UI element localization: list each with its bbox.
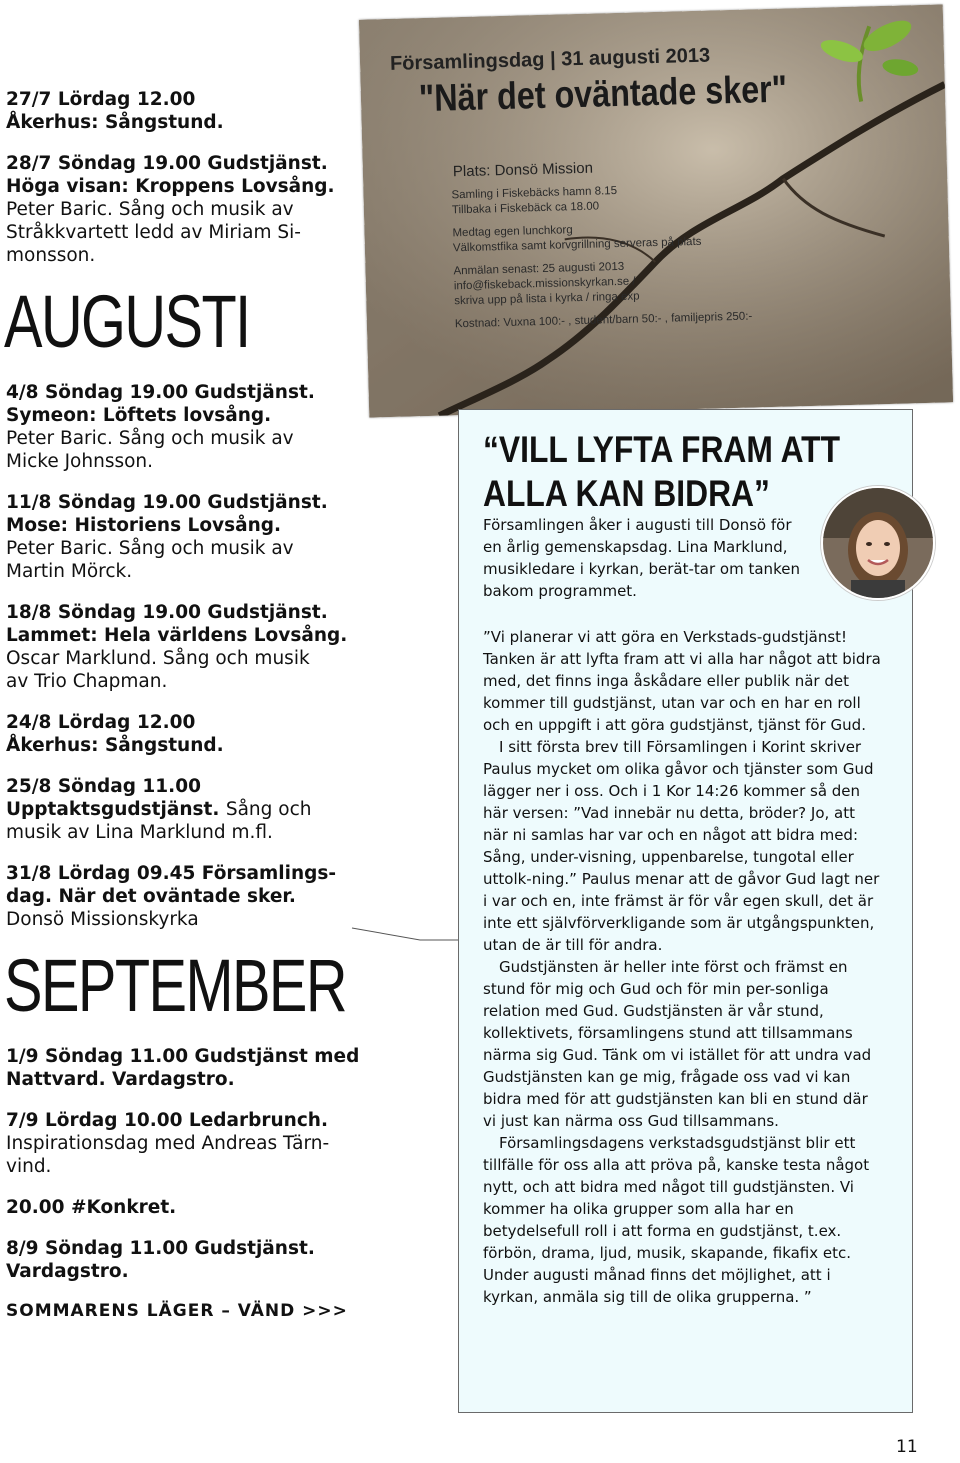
event-title: Höga visan: Kroppens Lovsång.: [6, 176, 335, 197]
event-item: [6, 88, 361, 134]
event-item: [6, 1045, 361, 1091]
summer-camp-link[interactable]: SOMMARENS LÄGER – VÄND >>>: [6, 1301, 348, 1321]
portrait-icon: [823, 488, 933, 598]
interview-headline: [483, 428, 844, 516]
poster-detail-line: skriva upp på lista i kyrka / ringa exp: [454, 290, 640, 308]
interview-paragraph: I sitt första brev till Församlingen i Korint skriver Paulus mycket om olika gåvor och tjänster som Gud lägger ner i oss. Och i 1 Kor 14:26 kommer så den här versen: ”Vad innebär nu detta, bröder? Jo, att när ni samlas har var och en något att bidra med: Sång, under-visning, uppenbarelse, tungotal eller uttolk-ning.” Paulus menar att de gåvor Gud lagt ner i var och en, inte främst är för vår egen skull, det är inte ett självförverkligande som är utgångspunkten, utan de är till för andra.: [483, 738, 880, 954]
september-events: [6, 1045, 361, 1283]
august-events: [6, 381, 361, 931]
event-title: 11/8 Söndag 19.00 Gudstjänst.: [6, 492, 328, 513]
event-title: 7/9 Lördag 10.00 Ledarbrunch.: [6, 1110, 328, 1131]
event-description: Donsö Missionskyrka: [6, 909, 199, 930]
event-description: Stråkkvartett ledd av Miriam Si-: [6, 222, 301, 243]
event-description: av Trio Chapman.: [6, 671, 168, 692]
event-title: 1/9 Söndag 11.00 Gudstjänst med: [6, 1046, 360, 1067]
interview-intro: Församlingen åker i augusti till Donsö för en årlig gemenskapsdag. Lina Marklund, musikledare i kyrkan, berät-tar om tanken bakom programmet.: [483, 516, 800, 600]
month-heading-september: SEPTEMBER: [4, 944, 346, 1027]
event-title: Åkerhus: Sångstund.: [6, 112, 224, 133]
event-title: 31/8 Lördag 09.45 Församlings-: [6, 863, 337, 884]
poster-place: Plats: Donsö Mission: [452, 159, 594, 181]
event-title: 27/7 Lördag 12.00: [6, 89, 196, 110]
headline-line-2: ALLA KAN BIDRA”: [483, 473, 770, 514]
poster-date-line: Församlingsdag | 31 augusti 2013: [389, 44, 711, 75]
event-title: Nattvard. Vardagstro.: [6, 1069, 235, 1090]
july-events: [6, 88, 361, 267]
event-item: [6, 1196, 361, 1219]
event-item: [6, 601, 361, 693]
poster-detail-line: Samling i Fiskebäcks hamn 8.15: [451, 185, 618, 202]
event-title: Lammet: Hela världens Lovsång.: [6, 625, 348, 646]
event-title: 18/8 Söndag 19.00 Gudstjänst.: [6, 602, 328, 623]
event-title: dag. När det oväntade sker.: [6, 886, 296, 907]
event-item: 25/8 Söndag 11.00 Upptaktsgudstjänst. Sång och musik av Lina Marklund m.fl.: [6, 775, 361, 844]
event-title: 8/9 Söndag 11.00 Gudstjänst.: [6, 1238, 315, 1259]
event-title: Mose: Historiens Lovsång.: [6, 515, 282, 536]
event-item: [6, 381, 361, 473]
poster-detail-line: info@fiskeback.missionskyrkan.se /: [453, 275, 636, 293]
event-item: [6, 1237, 361, 1283]
interview-paragraph: Gudstjänsten är heller inte först och främst en stund för mig och Gud och för min per-sonliga relation med Gud. Gudstjänsten är vår stund, kollektivets, församlingens stund att tillsammans närma sig Gud. Tänk om vi istället för att undra vad Gudstjänsten kan ge mig, frågade oss vad vi kan bidra med för att gudstjänsten kan bli en stund där vi just kan närma oss Gud tillsammans.: [483, 958, 872, 1130]
event-item: [6, 862, 361, 931]
event-title: 20.00 #Konkret.: [6, 1197, 177, 1218]
event-description: Micke Johnsson.: [6, 451, 154, 472]
event-poster-image: [359, 4, 953, 417]
poster-detail-line: Anmälan senast: 25 augusti 2013: [453, 260, 625, 278]
event-title: 25/8 Söndag 11.00: [6, 776, 201, 797]
event-description: Peter Baric. Sång och musik av: [6, 199, 294, 220]
event-item: [6, 491, 361, 583]
event-description: Martin Mörck.: [6, 561, 133, 582]
event-description: vind.: [6, 1156, 52, 1177]
event-item: [6, 1109, 361, 1178]
event-description: Peter Baric. Sång och musik av: [6, 428, 294, 449]
event-description: Inspirationsdag med Andreas Tärn-: [6, 1133, 330, 1154]
event-description: Sång och: [225, 799, 312, 820]
poster-detail-line: Välkomstfika samt korvgrillning serveras på plats: [452, 235, 702, 255]
event-title: 24/8 Lördag 12.00: [6, 712, 196, 733]
event-title: 28/7 Söndag 19.00 Gudstjänst.: [6, 153, 328, 174]
poster-title: "När det oväntade sker": [418, 68, 788, 121]
event-title: Åkerhus: Sångstund.: [6, 735, 224, 756]
interview-paragraph: Församlingsdagens verkstadsgudstjänst blir ett tillfälle för oss alla att pröva på, kanske testa något nytt, och att bidra med något till gudstjänsten. Vi kommer ha olika grupper som alla har en betydelsefull roll i att forma en gudstjänst, t.ex. förbön, drama, ljud, musik, skapande, fikafix etc. Under augusti månad finns det möjlighet, att i kyrkan, anmäla sig till de olika grupperna. ”: [483, 1134, 870, 1306]
event-description: Peter Baric. Sång och musik av: [6, 538, 294, 559]
month-heading-august: AUGUSTI: [4, 280, 250, 363]
poster-detail-line: Tillbaka i Fiskebäck ca 18.00: [451, 200, 600, 217]
interview-body: [483, 626, 883, 1308]
event-title: Symeon: Löftets lovsång.: [6, 405, 272, 426]
event-item: [6, 152, 361, 267]
poster-detail-line: Medtag egen lunchkorg: [452, 224, 573, 240]
event-description: Oscar Marklund. Sång och musik: [6, 648, 310, 669]
portrait-photo: [821, 486, 935, 600]
event-title: Vardagstro.: [6, 1261, 129, 1282]
event-item: [6, 711, 361, 757]
interview-box: [458, 409, 913, 1413]
interview-paragraph: ”Vi planerar vi att göra en Verkstads-gudstjänst! Tanken är att lyfta fram att vi alla har något att bidra med, det finns inga åskådare eller publik när det kommer till gudstjänst, utan var och en har en roll och en uppgift i att göra gudstjänst, tjänst för Gud.: [483, 628, 881, 734]
poster-detail-line: Kostnad: Vuxna 100:- , student/barn 50:- , familjepris 250:-: [454, 310, 753, 331]
event-description: monsson.: [6, 245, 96, 266]
event-column: [6, 88, 361, 1321]
headline-line-1: “VILL LYFTA FRAM ATT: [483, 429, 841, 470]
page-number: 11: [896, 1437, 918, 1457]
event-title: 4/8 Söndag 19.00 Gudstjänst.: [6, 382, 315, 403]
